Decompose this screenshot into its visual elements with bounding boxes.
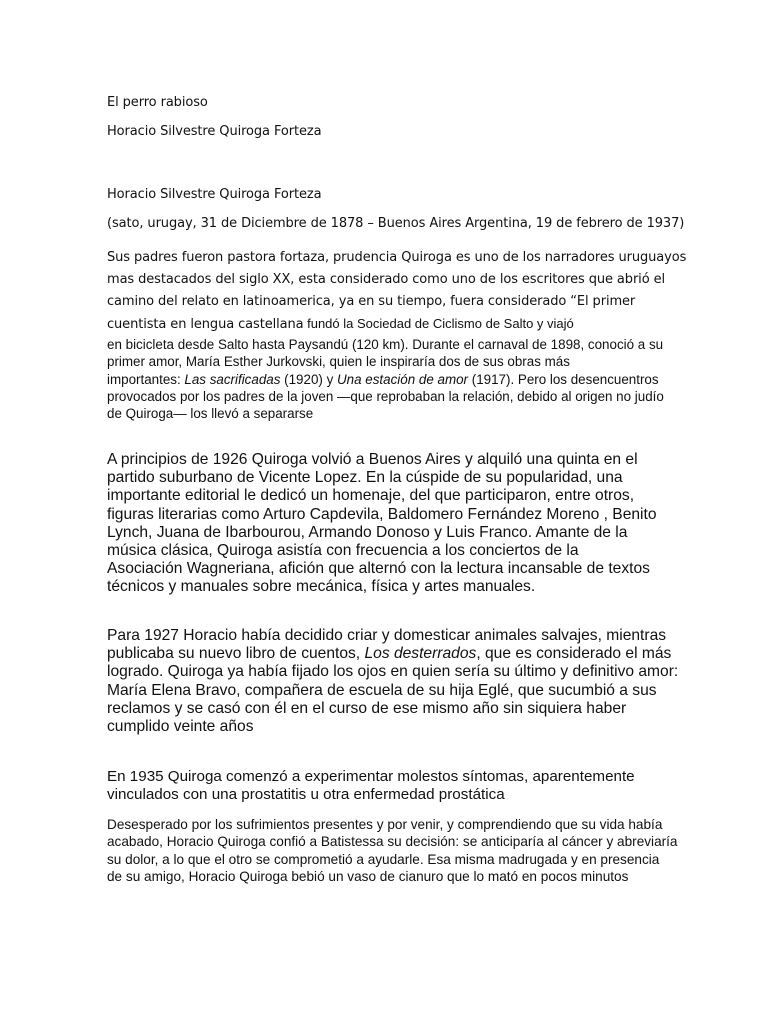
birth-death-dates: (sato, urugay, 31 de Diciembre de 1878 – Buenos Aires Argentina, 19 de febrero de 1937) [107, 216, 685, 231]
paragraph-line: partido suburbano de Vicente Lopez. En la cúspide de su popularidad, una [107, 469, 623, 487]
bio-line: mas destacados del siglo XX, esta considerado como uno de los escritores que abrió el [107, 272, 665, 287]
biography-paragraph [107, 247, 686, 422]
paragraph-line: importante editorial le dedicó un homenaje, del que participaron, entre otros, [107, 487, 635, 505]
paragraph-text: u otra enfermedad prostática [306, 786, 505, 804]
paragraph-line: María Elena Bravo, compañera de escuela de su hija Eglé, que sucumbió a sus [107, 681, 657, 699]
bio-text: (1920) y [280, 371, 337, 387]
prostatitis-term: prostatitis [241, 786, 307, 804]
paragraph-line: Para 1927 Horacio había decidido criar y domesticar animales salvajes, mientras [107, 627, 667, 644]
paragraph-line: A principios de 1926 Quiroga volvió a Buenos Aires y alquiló una quinta en el [107, 451, 638, 468]
paragraph-1926 [107, 451, 657, 597]
paragraph-line: técnicos y manuales sobre mecánica, física y artes manuales. [107, 578, 536, 596]
book-title-los-desterrados: Los desterrados [364, 645, 477, 663]
bio-line [107, 371, 686, 388]
bio-line: primer amor, María Esther Jurkovski, quien le inspiraría dos de sus obras más [107, 354, 570, 370]
paragraph-line: reclamos y se casó con él en el curso de ese mismo año sin siquiera haber [107, 699, 627, 717]
bio-text: desde Salto hasta [174, 337, 289, 352]
bio-text: (120 km). Durante el carnaval de 1898, conoció a su [348, 337, 664, 352]
paragraph-line: acabado, Horacio Quiroga confió a Batistessa su decisión: se anticiparía al cáncer y abreviaría [107, 834, 678, 850]
paragraph-text: vinculados con una [107, 786, 242, 804]
author-name: Horacio Silvestre Quiroga Forteza [107, 124, 322, 139]
bio-text: importantes: [107, 371, 185, 387]
paragraph-line: su dolor, a lo que el otro se comprometió a ayudarle. Esa misma madrugada y en presencia [107, 851, 660, 867]
bio-text: (1917). Pero los desencuentros [468, 371, 659, 387]
bicycle-term: bicicleta [125, 337, 175, 352]
author-name-repeat: Horacio Silvestre Quiroga Forteza [107, 187, 322, 202]
paragraph-line: Lynch, Juana de Ibarbourou, Armando Donoso y Luis Franco. Amante de la [107, 523, 628, 541]
bio-text: en [107, 337, 126, 352]
document-title: El perro rabioso [107, 95, 208, 110]
paragraph-1935 [107, 768, 635, 805]
paragraph-1927 [107, 627, 678, 736]
paragraph-line: figuras literarias como Arturo Capdevila, Baldomero Fernández Moreno , Benito [107, 505, 657, 523]
paragraph-line: de su amigo, Horacio Quiroga bebió un vaso de cianuro que lo mató en pocos minutos [107, 869, 629, 885]
paysandu-term: Paysandú [288, 337, 349, 352]
bio-line [107, 336, 686, 353]
bio-continuation [107, 336, 686, 422]
bio-line: camino del relato en latinoamerica, ya en su tiempo, fuera considerado “El primer [107, 294, 636, 309]
paragraph-line [107, 786, 635, 804]
paragraph-line: En 1935 Quiroga comenzó a experimentar molestos síntomas, aparentemente [107, 768, 635, 785]
bio-line: de Quiroga— los llevó a separarse [107, 406, 314, 422]
paragraph-text: , que es considerado el más [476, 645, 672, 663]
bio-line [107, 313, 686, 336]
paragraph-line: Asociación Wagneriana, afición que alternó con la lectura incansable de textos [107, 560, 650, 578]
book-title-las-sacrificadas: Las sacrificadas [184, 371, 281, 387]
bio-text: cuentista en lengua castellana [107, 317, 304, 332]
paragraph-line: música clásica, Quiroga asistía con frecuencia a los conciertos de la [107, 542, 579, 560]
paragraph-line: Desesperado por los sufrimientos presentes y por venir, y comprendiendo que su vida había [107, 817, 663, 832]
bio-text: fundó la Sociedad de Ciclismo de Salto y viajó [303, 316, 574, 331]
paragraph-line: logrado. Quiroga ya había fijado los ojos en quien sería su último y definitivo amor: [107, 663, 679, 681]
bio-line: provocados por los padres de la joven —que reprobaban la relación, debido al origen no judío [107, 388, 664, 404]
paragraph-line [107, 645, 678, 663]
paragraph-line: cumplido veinte años [107, 718, 254, 736]
paragraph-final [107, 816, 678, 886]
paragraph-text: publicaba su nuevo libro de cuentos, [107, 645, 365, 663]
book-title-una-estacion-de-amor: Una estación de amor [337, 371, 469, 387]
bio-line: Sus padres fueron pastora fortaza, prudencia Quiroga es uno de los narradores uruguayos [107, 250, 687, 265]
